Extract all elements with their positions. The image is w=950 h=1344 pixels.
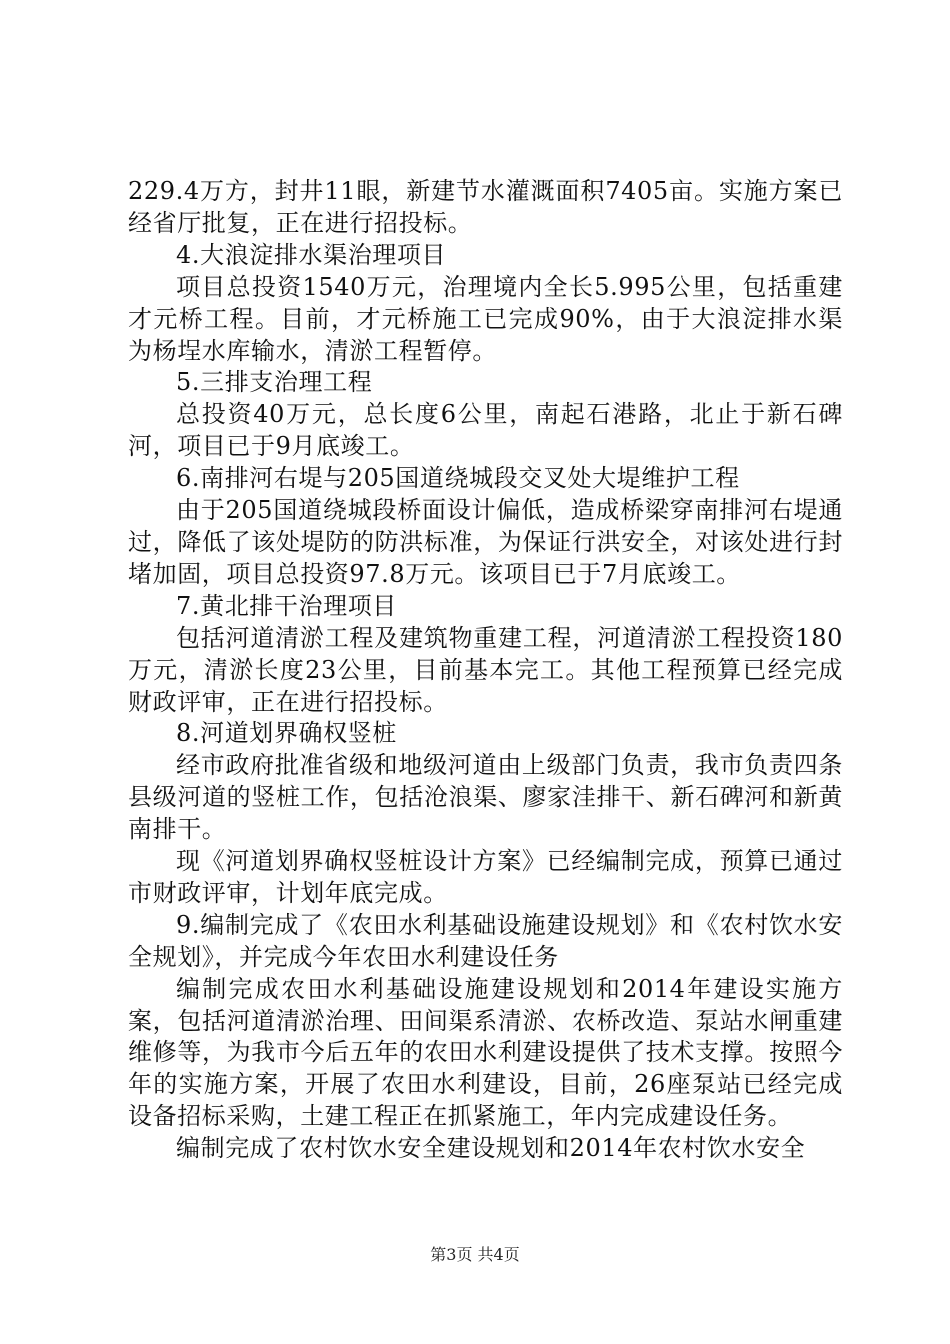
paragraph-continuation: 229.4万方，封井11眼，新建节水灌溉面积7405亩。实施方案已经省厅批复，正在进行招投标。 [128,177,843,237]
section-heading-6: 6.南排河右堤与205国道绕城段交叉处大堤维护工程 [176,464,740,493]
paragraph: 经市政府批准省级和地级河道由上级部门负责，我市负责四条县级河道的竖桩工作，包括沧浪渠、廖家洼排干、新石碑河和新黄南排干。 [128,751,843,844]
paragraph: 包括河道清淤工程及建筑物重建工程，河道清淤工程投资180万元，清淤长度23公里，目前基本完工。其他工程预算已经完成财政评审，正在进行招投标。 [128,623,843,716]
section-heading-4: 4.大浪淀排水渠治理项目 [176,240,447,269]
section-heading-9: 9.编制完成了《农田水利基础设施建设规划》和《农村饮水安全规划》，并完成今年农田水利建设任务 [128,910,843,971]
paragraph: 编制完成农田水利基础设施建设规划和2014年建设实施方案，包括河道清淤治理、田间渠系清淤、农桥改造、泵站水闸重建维修等，为我市今后五年的农田水利建设提供了技术支撑。按照今年的实施方案，开展了农田水利建设，目前，26座泵站已经完成设备招标采购，土建工程正在抓紧施工，年内完成建设任务。 [128,974,843,1131]
page-number-label: 第3页 共4页 [430,1245,520,1264]
paragraph: 由于205国道绕城段桥面设计偏低，造成桥梁穿南排河右堤通过，降低了该处堤防的防洪标准，为保证行洪安全，对该处进行封堵加固，项目总投资97.8万元。该项目已于7月底竣工。 [128,496,843,588]
section-heading-7: 7.黄北排干治理项目 [176,591,397,620]
paragraph: 现《河道划界确权竖桩设计方案》已经编制完成，预算已通过市财政评审，计划年底完成。 [128,847,843,907]
section-heading-5: 5.三排支治理工程 [176,368,373,397]
paragraph: 总投资40万元，总长度6公里，南起石港路，北止于新石碑河，项目已于9月底竣工。 [128,400,843,461]
section-heading-8: 8.河道划界确权竖桩 [176,719,397,748]
page-footer [0,1245,950,1265]
paragraph: 项目总投资1540万元，治理境内全长5.995公里，包括重建才元桥工程。目前，才元桥施工已完成90%，由于大浪淀排水渠为杨埕水库输水，清淤工程暂停。 [128,272,843,365]
paragraph: 编制完成了农村饮水安全建设规划和2014年农村饮水安全 [176,1134,806,1163]
document-body [128,176,843,1165]
